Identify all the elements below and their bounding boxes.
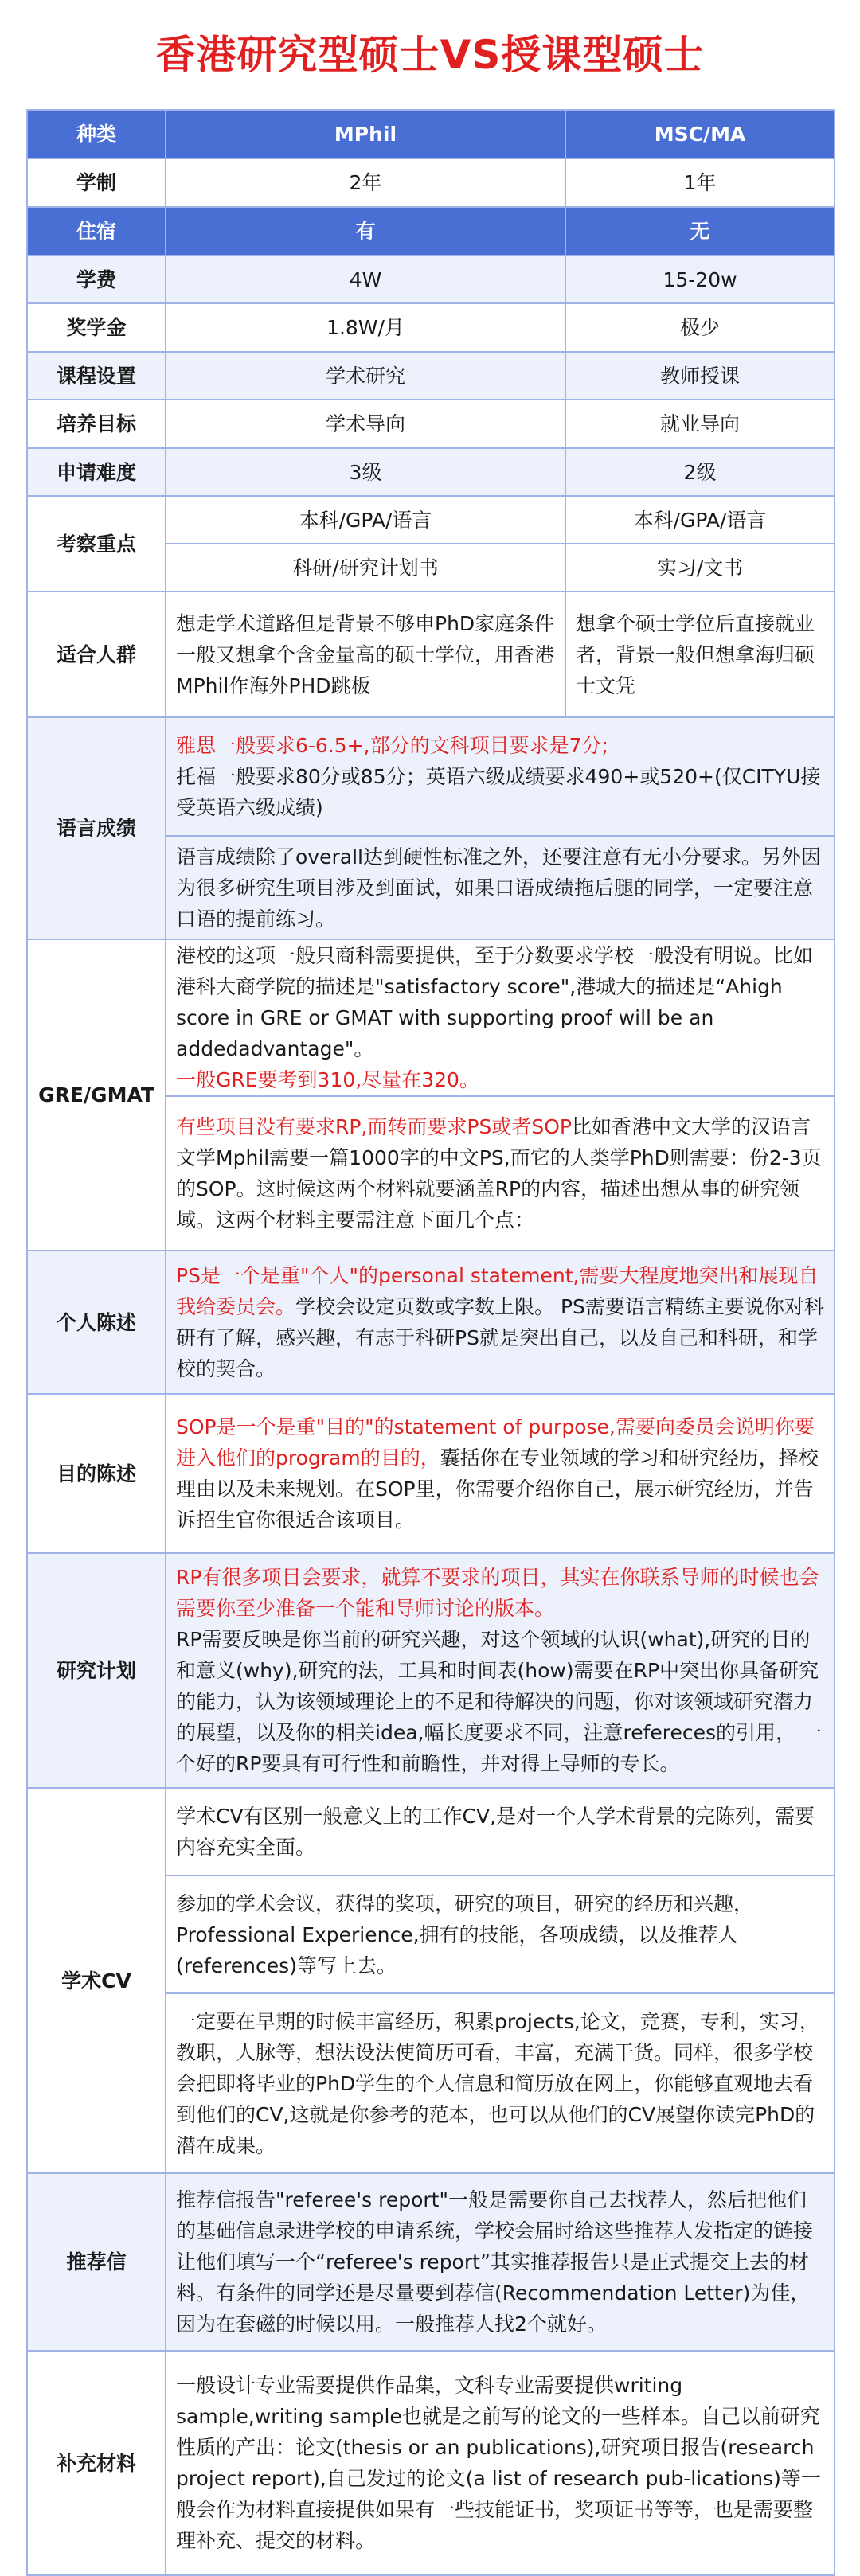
cell-msc: 极少 bbox=[565, 303, 835, 352]
cell-msc: 无 bbox=[565, 207, 835, 256]
section-text bbox=[166, 939, 835, 1096]
cell-msc: 就业导向 bbox=[565, 400, 835, 448]
row-label: GRE/GMAT bbox=[27, 939, 166, 1251]
table-row bbox=[27, 1251, 835, 1394]
cell-mphil: 1.8W/月 bbox=[166, 303, 565, 352]
section-text: 推荐信报告"referee's report"一般是需要你自己去找荐人，然后把他们的基础信息录进学校的申请系统，学校会届时给这些推荐人发指定的链接让他们填写一个“referee's report”其实推荐报告只是正式提交上去的材料。有条件的同学还是尽量要到荐信(Recommendation Letter)为佳，因为在套磁的时候以用。一般推荐人找2个就好。 bbox=[166, 2173, 835, 2351]
table-row bbox=[27, 158, 835, 207]
section-text bbox=[166, 1096, 835, 1251]
row-label: 个人陈述 bbox=[27, 1251, 166, 1394]
cell-msc: 实习/文书 bbox=[565, 544, 835, 591]
highlight-text: 有些项目没有要求RP,而转而要求PS或者SOP bbox=[176, 1115, 572, 1138]
comparison-table bbox=[26, 109, 835, 2576]
section-text bbox=[166, 1553, 835, 1788]
cell-msc: 15-20w bbox=[565, 256, 835, 303]
header-type: 种类 bbox=[27, 110, 166, 158]
body-text: 托福一般要求80分或85分；英语六级成绩要求490+或520+(仅CITYU接受英语六级成绩) bbox=[176, 765, 821, 819]
table-row bbox=[27, 207, 835, 256]
cell-mphil: 科研/研究计划书 bbox=[166, 544, 565, 591]
cell-mphil: 4W bbox=[166, 256, 565, 303]
row-label: 研究计划 bbox=[27, 1553, 166, 1788]
header-mphil: MPhil bbox=[166, 110, 565, 158]
row-label: 目的陈述 bbox=[27, 1394, 166, 1553]
table-row bbox=[27, 2173, 835, 2351]
highlight-text: 一般GRE要考到310,尽量在320。 bbox=[176, 1068, 479, 1091]
body-text: RP需要反映是你当前的研究兴趣，对这个领域的认识(what),研究的目的和意义(why),研究的法，工具和时间表(how)需要在RP中突出你具备研究的能力，认为该领域理论上的不足和待解决的问题，你对该领域研究潜力的展望，以及你的相关idea,幅长度要求不同，注意refereces的引用， 一个好的RP要具有可行性和前瞻性，并对得上导师的专长。 bbox=[176, 1628, 822, 1775]
table-row bbox=[27, 400, 835, 448]
cell-mphil: 学术导向 bbox=[166, 400, 565, 448]
cell-mphil: 学术研究 bbox=[166, 352, 565, 400]
header-msc: MSC/MA bbox=[565, 110, 835, 158]
row-label: 补充材料 bbox=[27, 2351, 166, 2575]
table-row bbox=[27, 1394, 835, 1553]
table-row bbox=[27, 1553, 835, 1788]
section-text: 学术CV有区别一般意义上的工作CV,是对一个人学术背景的完陈列，需要内容充实全面。 bbox=[166, 1788, 835, 1875]
row-label: 学费 bbox=[27, 256, 166, 303]
table-row bbox=[27, 2351, 835, 2575]
cell-msc: 1年 bbox=[565, 158, 835, 207]
table-row bbox=[27, 1788, 835, 1875]
highlight-text: PS是一个是重"个人"的personal statement,需要大程度地突出和展现自我给委员会。 bbox=[176, 1264, 819, 1318]
table-row bbox=[27, 352, 835, 400]
table-header-row bbox=[27, 110, 835, 158]
body-text: 囊括你在专业领域的学习和研究经历，择校理由以及未来规划。在SOP里，你需要介绍你自己，展示研究经历，并告诉招生官你很适合该项目。 bbox=[176, 1446, 819, 1532]
body-text: 比如香港中文大学的汉语言文学Mphil需要一篇1000字的中文PS,而它的人类学PhD则需要：份2-3页的SOP。这时候这两个材料就要涵盖RP的内容，描述出想从事的研究领域。这两个材料主要需注意下面几个点： bbox=[176, 1115, 822, 1231]
row-label: 申请难度 bbox=[27, 448, 166, 496]
section-text: 一般设计专业需要提供作品集，文科专业需要提供writing sample,writing sample也就是之前写的论文的一些样本。自己以前研究性质的产出：论文(thesis or an publications),研究项目报告(research project report),自己发过的论文(a list of research pub-lications)等一般会作为材料直接提供如果有一些技能证书，奖项证书等等，也是需要整理补充、提交的材料。 bbox=[166, 2351, 835, 2575]
cell-mphil: 有 bbox=[166, 207, 565, 256]
section-text bbox=[166, 717, 835, 836]
row-label: 培养目标 bbox=[27, 400, 166, 448]
cell-msc: 教师授课 bbox=[565, 352, 835, 400]
table-row bbox=[27, 303, 835, 352]
table-row bbox=[27, 591, 835, 717]
cell-mphil: 想走学术道路但是背景不够申PhD家庭条件一般又想拿个含金量高的硕士学位，用香港MPhil作海外PHD跳板 bbox=[166, 591, 565, 717]
cell-mphil: 2年 bbox=[166, 158, 565, 207]
table-row bbox=[27, 717, 835, 836]
table-row bbox=[27, 496, 835, 544]
row-label: 考察重点 bbox=[27, 496, 166, 591]
table-row bbox=[27, 256, 835, 303]
section-text: 一定要在早期的时候丰富经历，积累projects,论文，竞赛，专利，实习，教职，人脉等，想法设法使简历可看，丰富，充满干货。同样，很多学校会把即将毕业的PhD学生的个人信息和简历放在网上，你能够直观地去看到他们的CV,这就是你参考的范本，也可以从他们的CV展望你读完PhD的潜在成果。 bbox=[166, 1993, 835, 2173]
row-label: 适合人群 bbox=[27, 591, 166, 717]
body-text: 学校会设定页数或字数上限。 PS需要语言精练主要说你对科研有了解，感兴趣，有志于科研PS就是突出自己，以及自己和科研，和学校的契合。 bbox=[176, 1295, 824, 1380]
highlight-text: SOP是一个是重"目的"的statement of purpose,需要向委员会说明你要进入他们的program的目的， bbox=[176, 1415, 815, 1469]
table-row bbox=[27, 939, 835, 1096]
row-label: 学术CV bbox=[27, 1788, 166, 2173]
cell-mphil: 3级 bbox=[166, 448, 565, 496]
cell-msc: 2级 bbox=[565, 448, 835, 496]
cell-msc: 想拿个硕士学位后直接就业者，背景一般但想拿海归硕士文凭 bbox=[565, 591, 835, 717]
section-text: 语言成绩除了overall达到硬性标准之外，还要注意有无小分要求。另外因为很多研究生项目涉及到面试，如果口语成绩拖后腿的同学，一定要注意口语的提前练习。 bbox=[166, 836, 835, 939]
row-label: 奖学金 bbox=[27, 303, 166, 352]
row-label: 学制 bbox=[27, 158, 166, 207]
cell-mphil: 本科/GPA/语言 bbox=[166, 496, 565, 544]
body-text: 港校的这项一般只商科需要提供，至于分数要求学校一般没有明说。比如港科大商学院的描述是"satisfactory score",港城大的描述是“Ahigh score in GRE or GMAT with supporting proof will be an addedadvantage"。 bbox=[176, 944, 814, 1060]
section-text bbox=[166, 1394, 835, 1553]
page-title: 香港研究型硕士VS授课型硕士 bbox=[155, 32, 705, 78]
row-label: 课程设置 bbox=[27, 352, 166, 400]
highlight-text: RP有很多项目会要求，就算不要求的项目，其实在你联系导师的时候也会需要你至少准备一个能和导师讨论的版本。 bbox=[176, 1566, 819, 1620]
row-label: 住宿 bbox=[27, 207, 166, 256]
section-text: 参加的学术会议，获得的奖项，研究的项目，研究的经历和兴趣，Professional Experience,拥有的技能，各项成绩，以及推荐人(references)等写上去。 bbox=[166, 1875, 835, 1993]
row-label: 推荐信 bbox=[27, 2173, 166, 2351]
cell-msc: 本科/GPA/语言 bbox=[565, 496, 835, 544]
table-row bbox=[27, 448, 835, 496]
highlight-text: 雅思一般要求6-6.5+,部分的文科项目要求是7分; bbox=[176, 734, 608, 757]
section-text bbox=[166, 1251, 835, 1394]
row-label: 语言成绩 bbox=[27, 717, 166, 939]
